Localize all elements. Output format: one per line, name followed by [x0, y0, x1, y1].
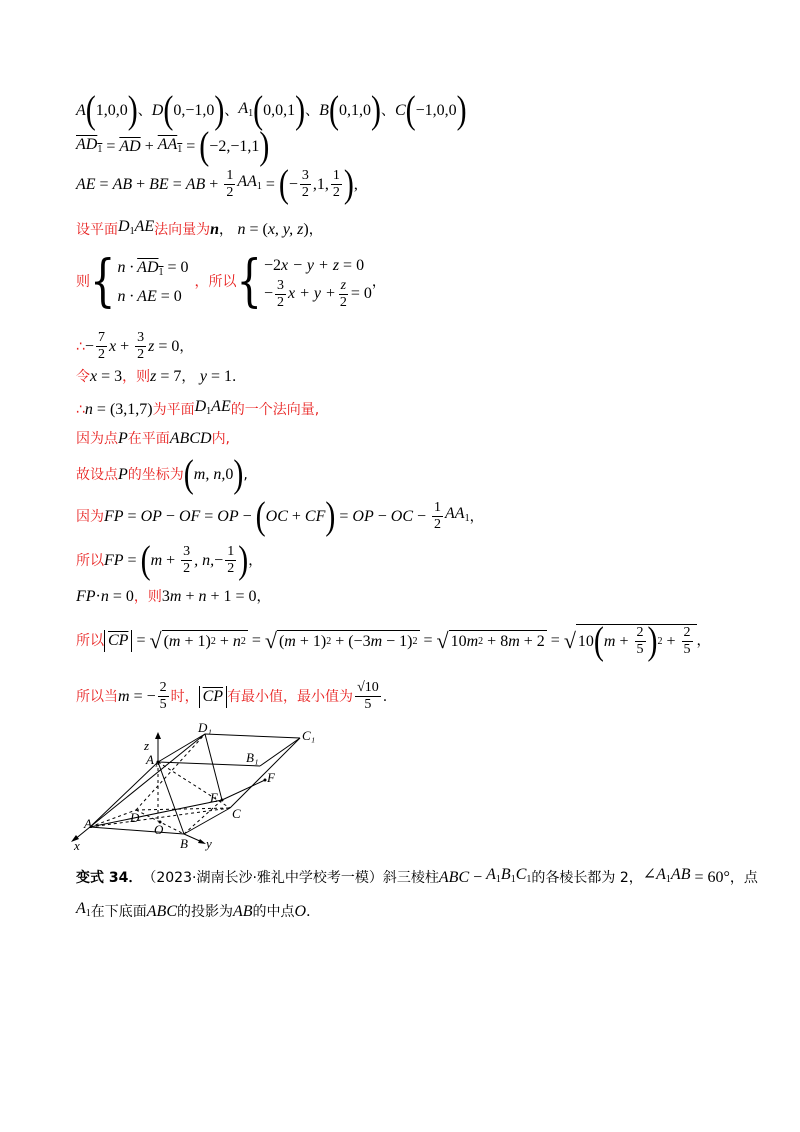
label-o: O: [154, 822, 164, 837]
label-y: y: [206, 836, 212, 851]
vector-ad1-line: $AD_1$ = $\overline{AD}$ + $AA_1$ = ( −2,−1,1 ): [76, 124, 270, 168]
coordinates-line: A ( 1,0,0 ) 、 D ( 0,−1,0 ) 、 $A_1$ ( 0,0,1 ) 、 B ( 0,1,0 ) 、 C ( −1,0,0 ): [76, 88, 467, 132]
label-c1: C₁: [302, 728, 316, 743]
normal-vector-line: 设平面 $D_1AE$ 法向量为 n ， n = ( x, y, z ) ，: [76, 218, 323, 238]
dot-product-line: FP · n = 0 ，则 3 m + n + 1 = 0 ，: [76, 588, 271, 605]
point-p-coord-line: 故设点 P 的坐标为 ( m, n, 0 ) ,: [76, 452, 248, 496]
label-f: F: [267, 770, 275, 785]
minimum-line: 所以当 m = − $\frac{2}{5}$ 时， $\overline{CP}$ 有最小值，最小值为 $\frac{√10}{5}$ .: [76, 680, 388, 712]
label-b: B: [180, 836, 188, 851]
label-e: E: [210, 790, 218, 805]
fp-result-line: 所以 FP = ( m + $\frac{3}{2}$ , n, − $\frac{1}{2}$ ) ，: [76, 538, 263, 582]
point-p-plane-line: 因为点 P 在平面 ABCD 内,: [76, 430, 231, 447]
normal-result-line: ∴ n = (3,1,7) 为平面 $D_1AE$ 的一个法向量,: [76, 398, 320, 418]
label-d1: D₁: [198, 722, 212, 735]
equation-system-line: 则 { $n \cdot AD_1 = 0$ n · AE = 0 ，所以 { −2x − y + z = 0 − $\frac{3}{2}$ x + y + $\frac{z}{2}$ = 0 ，: [76, 249, 386, 315]
variant-34-line1: 变式 34． （2023·湖南长沙·雅礼中学校考一模）斜三棱柱 ABC − $A_1B_1C_1$ 的各棱长都为 2， $\angle A_1AB$ = 60° ，点: [76, 866, 758, 886]
label-c: C: [232, 806, 241, 821]
label-d: D: [130, 810, 140, 825]
label-a: A: [84, 816, 92, 831]
vector-ae-line: AE = AB + BE = AB + $\frac{1}{2}$ $AA_1$ = ( − $\frac{3}{2}$ ,1, $\frac{1}{2}$ ) ,: [76, 162, 358, 206]
variant-34-line2: $A_1$ 在下底面 ABC 的投影为 AB 的中点 O ．: [76, 900, 321, 920]
let-x-line: 令 x = 3 ，则 z = 7 ， y = 1 ．: [76, 368, 246, 385]
prism-figure: [60, 722, 340, 852]
label-z: z: [144, 738, 150, 753]
cp-length-line: 所以 $\overline{CP}$ = √ ( m + 1) 2 + n 2 = √ ( m + 1) 2 + (−3 m − 1) 2 = √ 10 m 2 + 8 m + 2 = √ 10 ( m + $\frac{2}{5}$ ) 2 + $\frac{2}{5}$ ，: [76, 619, 711, 663]
label-x: x: [74, 838, 80, 852]
label-b1: B₁: [246, 750, 259, 765]
combined-equation-line: ∴ − $\frac{7}{2}$ x + $\frac{3}{2}$ z = 0 ，: [76, 330, 194, 362]
label-a1: A₁: [146, 752, 159, 767]
vector-fp-line: 因为 FP = OP − OF = OP − ( OC + CF ) = OP − OC − $\frac{1}{2}$ $AA_1$ ，: [76, 494, 484, 538]
